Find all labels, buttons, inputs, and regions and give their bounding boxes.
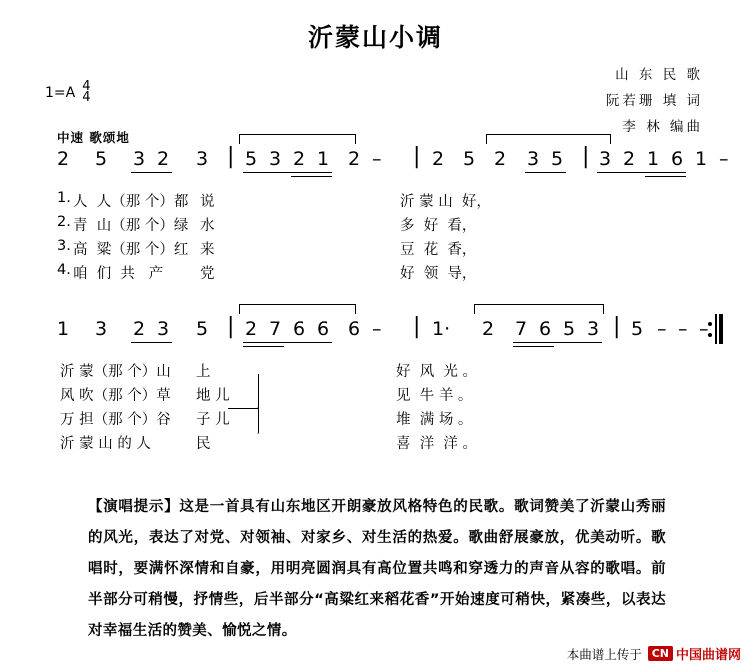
- lyric-number: 4.: [57, 262, 71, 278]
- key-signature: [45, 79, 91, 105]
- lyric-number: 1.: [57, 190, 71, 206]
- lyric-text: 上: [196, 364, 211, 380]
- note: 1: [317, 148, 330, 170]
- phrase-bracket: [239, 304, 356, 314]
- note: 6: [317, 318, 330, 340]
- lyric-text: 喜 洋 洋 。: [396, 436, 478, 452]
- cn-logo-icon: CN: [648, 646, 673, 661]
- beam-underline: [131, 172, 172, 173]
- phrase-bracket: [474, 304, 604, 314]
- final-barline-thick: [719, 314, 723, 344]
- note: 3: [157, 318, 170, 340]
- note: 2: [348, 148, 361, 170]
- note: 2: [623, 148, 636, 170]
- barline: |: [582, 144, 590, 169]
- note: –: [372, 318, 382, 340]
- note: 5: [463, 148, 476, 170]
- note: 3: [599, 148, 612, 170]
- phrase-bracket: [486, 134, 611, 144]
- note: 1: [647, 148, 660, 170]
- lyric-text: 堆 满 场 。: [396, 412, 473, 428]
- melisma-bracket: [228, 406, 259, 434]
- note: –: [699, 318, 709, 340]
- credit-line-2: 阮若珊 填 词: [605, 93, 703, 109]
- lyric-text: 人 人（那 个）都: [73, 194, 189, 210]
- beam-underline: [597, 172, 686, 173]
- barline: |: [613, 314, 621, 339]
- score-line-1-lyrics: [0, 190, 751, 282]
- time-signature-denominator: 4: [82, 90, 91, 105]
- repeat-dots: [708, 322, 712, 344]
- credit-line-3: 李 林 编曲: [622, 119, 703, 135]
- note: 1·: [432, 318, 451, 340]
- site-badge[interactable]: [648, 644, 741, 663]
- note: 2: [57, 148, 70, 170]
- beam-underline: [513, 342, 602, 343]
- note: 3: [95, 318, 108, 340]
- lyric-number: 2.: [57, 214, 71, 230]
- page-title: 沂蒙山小调: [307, 23, 443, 52]
- lyric-text: 地 儿: [196, 388, 230, 404]
- note: 6: [671, 148, 684, 170]
- note: 3: [196, 148, 209, 170]
- note: –: [657, 318, 667, 340]
- note: 1: [695, 148, 708, 170]
- lyric-text: 好 风 光 。: [396, 364, 478, 380]
- note: 3: [587, 318, 600, 340]
- footer-text: 本曲谱上传于: [566, 646, 642, 662]
- note: –: [678, 318, 688, 340]
- lyric-text: 水: [200, 218, 215, 234]
- note: 2: [157, 148, 170, 170]
- barline: |: [227, 314, 235, 339]
- score-line-1-notes: [0, 144, 751, 188]
- beam-underline-2: [645, 176, 686, 177]
- lyric-text: 党: [200, 266, 215, 282]
- beam-underline-2: [513, 346, 554, 347]
- barline: |: [413, 144, 421, 169]
- score-line-2-notes: [0, 314, 751, 358]
- lyric-text: 豆 花 香，: [400, 242, 477, 258]
- score-line-2-lyrics: [0, 360, 751, 452]
- lyric-text: 好 领 导，: [400, 266, 477, 282]
- note: 5: [551, 148, 564, 170]
- note: 2: [293, 148, 306, 170]
- lyric-text: 青 山（那 个）绿: [73, 218, 189, 234]
- note: 5: [563, 318, 576, 340]
- final-barline-thin: [715, 314, 717, 344]
- lyric-text: 沂 蒙 山 好，: [400, 194, 491, 210]
- note: 5: [95, 148, 108, 170]
- note: 5: [245, 148, 258, 170]
- note: 6: [539, 318, 552, 340]
- note: 2: [494, 148, 507, 170]
- melisma-bracket: [228, 374, 259, 409]
- lyric-text: 万 担（那 个）谷: [60, 412, 171, 428]
- score-line-1: [0, 144, 751, 188]
- credit-line-1: 山 东 民 歌: [615, 67, 703, 83]
- note: 3: [269, 148, 282, 170]
- lyric-text: 来: [200, 242, 215, 258]
- note: 2: [245, 318, 258, 340]
- beam-underline-2: [243, 346, 284, 347]
- performance-notes-text: 这是一首具有山东地区开朗豪放风格特色的民歌。歌词赞美了沂蒙山秀丽的风光，表达了对党、对领袖、对家乡、对生活的热爱。歌曲舒展豪放，优美动听。歌唱时，要满怀深情和自豪，用明亮圆润具有高位置共鸣和穿透力的声音从容的歌唱。前半部分可稍慢，抒情些，后半部分“高粱红来稻花香”开始速度可稍快，紧凑些，以表达对幸福生活的赞美、愉悦之情。: [88, 499, 666, 639]
- note: 3: [133, 148, 146, 170]
- lyric-text: 沂 蒙（那 个）山: [60, 364, 171, 380]
- note: 2: [482, 318, 495, 340]
- score-line-2: [0, 314, 751, 358]
- note: –: [719, 148, 729, 170]
- lyric-text: 见 牛 羊 。: [396, 388, 473, 404]
- beam-underline-2: [291, 176, 332, 177]
- note: –: [372, 148, 382, 170]
- site-name[interactable]: 中国曲谱网: [675, 648, 741, 663]
- lyric-text: 子 儿: [196, 412, 230, 428]
- beam-underline: [243, 342, 332, 343]
- lyric-text: 风 吹（那 个）草: [60, 388, 171, 404]
- time-signature: [82, 81, 90, 103]
- phrase-bracket: [239, 134, 356, 144]
- lyric-text: 说: [200, 194, 215, 210]
- note: 2: [133, 318, 146, 340]
- beam-underline: [131, 342, 172, 343]
- barline: |: [413, 314, 421, 339]
- note: 3: [527, 148, 540, 170]
- footer: [567, 644, 741, 663]
- lyric-text: 多 好 看，: [400, 218, 477, 234]
- lyric-text: 咱 们 共 产: [73, 266, 164, 282]
- performance-notes-label: 【演唱提示】: [88, 499, 180, 515]
- lyric-text: 民: [196, 436, 211, 452]
- key-label: 1=A: [45, 85, 76, 101]
- note: 7: [269, 318, 282, 340]
- performance-notes: [88, 492, 666, 647]
- lyric-text: 沂 蒙 山 的 人: [60, 436, 151, 452]
- note: 5: [631, 318, 644, 340]
- beam-underline: [243, 172, 332, 173]
- note: 5: [196, 318, 209, 340]
- note: 7: [515, 318, 528, 340]
- note: 2: [432, 148, 445, 170]
- lyric-number: 3.: [57, 238, 71, 254]
- credits: [606, 62, 703, 140]
- note: 6: [293, 318, 306, 340]
- beam-underline: [525, 172, 566, 173]
- lyric-text: 高 粱（那 个）红: [73, 242, 189, 258]
- tempo-marking: 中速 歌颂地: [57, 130, 130, 145]
- note: 6: [348, 318, 361, 340]
- note: 1: [57, 318, 70, 340]
- barline: |: [227, 144, 235, 169]
- time-signature-numerator: 4: [82, 79, 91, 94]
